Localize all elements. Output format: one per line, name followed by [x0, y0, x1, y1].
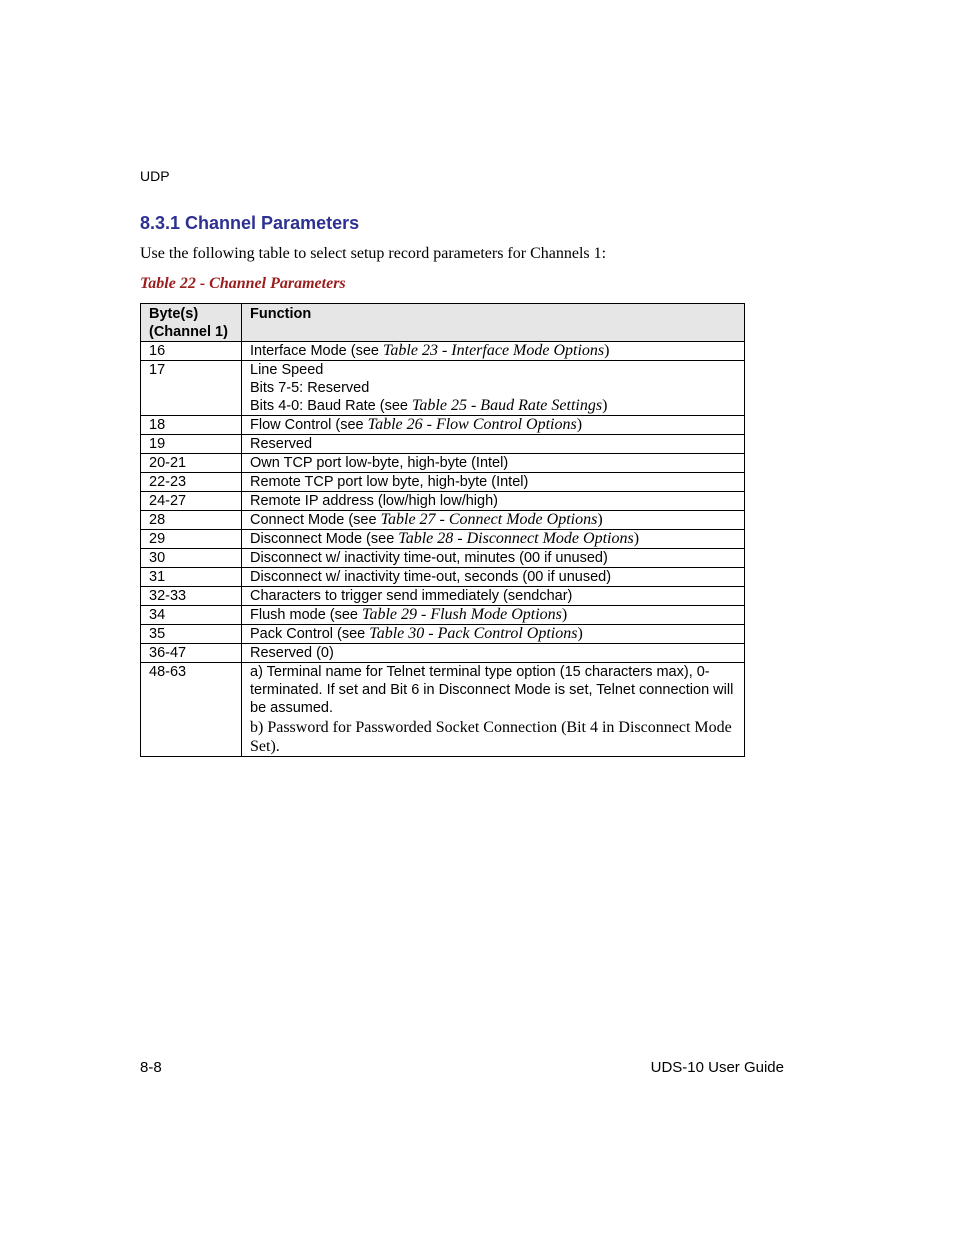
header-function: Function: [242, 304, 745, 342]
table-row: [141, 511, 745, 530]
bytes-cell: 19: [141, 435, 242, 454]
bytes-cell: 48-63: [141, 663, 242, 757]
function-cell: Reserved: [242, 435, 745, 454]
function-cell: Disconnect w/ inactivity time-out, seconds (00 if unused): [242, 568, 745, 587]
table-row: [141, 416, 745, 435]
bytes-cell: 16: [141, 342, 242, 361]
table-row: [141, 644, 745, 663]
bytes-cell: 28: [141, 511, 242, 530]
function-paragraph-a: a) Terminal name for Telnet terminal type option (15 characters max), 0-terminated. If set and Bit 6 in Disconnect Mode is set, Telnet connection will be assumed.: [250, 664, 734, 716]
table-row: [141, 568, 745, 587]
table-row: [141, 361, 745, 416]
function-line: Line Speed: [250, 362, 324, 378]
bytes-cell: 36-47: [141, 644, 242, 663]
section-heading: 8.3.1 Channel Parameters: [140, 213, 360, 233]
function-cell: [242, 663, 745, 757]
table-reference: Table 27 - Connect Mode Options: [380, 511, 598, 528]
table-row: [141, 606, 745, 625]
intro-paragraph: Use the following table to select setup record parameters for Channels 1:: [140, 245, 607, 262]
bytes-cell: 32-33: [141, 587, 242, 606]
running-header: UDP: [140, 168, 170, 184]
function-cell: [242, 625, 745, 644]
function-cell: Characters to trigger send immediately (sendchar): [242, 587, 745, 606]
function-paragraph-b: b) Password for Passworded Socket Connection (Bit 4 in Disconnect Mode Set).: [250, 719, 732, 755]
channel-parameters-table: [140, 303, 745, 757]
table-reference: Table 25 - Baud Rate Settings: [412, 397, 603, 414]
function-cell: Remote TCP port low byte, high-byte (Intel): [242, 473, 745, 492]
bytes-cell: 17: [141, 361, 242, 416]
function-cell: Remote IP address (low/high low/high): [242, 492, 745, 511]
function-line: Bits 7-5: Reserved: [250, 380, 370, 396]
table-row: [141, 587, 745, 606]
function-cell: [242, 511, 745, 530]
function-text: Flow Control (see: [250, 417, 368, 433]
bytes-cell: 31: [141, 568, 242, 587]
table-row: [141, 549, 745, 568]
function-cell: [242, 361, 745, 416]
function-text: Pack Control (see: [250, 626, 370, 642]
bytes-cell: 20-21: [141, 454, 242, 473]
table-reference: Table 28 - Disconnect Mode Options: [398, 530, 634, 547]
bytes-cell: 34: [141, 606, 242, 625]
bytes-cell: 30: [141, 549, 242, 568]
function-cell: [242, 342, 745, 361]
footer-title: UDS-10 User Guide: [650, 1059, 784, 1076]
table-row: [141, 530, 745, 549]
function-cell: Disconnect w/ inactivity time-out, minutes (00 if unused): [242, 549, 745, 568]
page-number: 8-8: [140, 1059, 162, 1076]
table-row: [141, 492, 745, 511]
function-text-end: ): [602, 397, 608, 414]
table-reference: Table 29 - Flush Mode Options: [362, 606, 562, 623]
function-text: Bits 4-0: Baud Rate (see: [250, 398, 412, 414]
table-reference: Table 30 - Pack Control Options: [369, 625, 578, 642]
function-text-end: ): [576, 416, 583, 433]
function-text-end: ): [561, 606, 568, 623]
function-cell: [242, 606, 745, 625]
function-text: Connect Mode (see: [250, 512, 381, 528]
bytes-cell: 24-27: [141, 492, 242, 511]
function-text-end: ): [597, 511, 603, 528]
header-bytes: [141, 304, 242, 342]
header-bytes-line2: (Channel 1): [149, 324, 228, 340]
function-text-end: ): [633, 530, 640, 547]
table-row: [141, 435, 745, 454]
function-text: Disconnect Mode (see: [250, 531, 399, 547]
bytes-cell: 35: [141, 625, 242, 644]
table-header-row: [141, 304, 745, 342]
table-row: [141, 663, 745, 757]
function-text: Interface Mode (see: [250, 343, 383, 359]
function-text-end: ): [604, 342, 610, 359]
table-row: [141, 473, 745, 492]
table-reference: Table 23 - Interface Mode Options: [383, 342, 605, 359]
function-line: [250, 397, 738, 415]
table-row: [141, 454, 745, 473]
function-cell: [242, 530, 745, 549]
bytes-cell: 18: [141, 416, 242, 435]
function-text: Flush mode (see: [250, 607, 363, 623]
bytes-cell: 29: [141, 530, 242, 549]
table-row: [141, 625, 745, 644]
bytes-cell: 22-23: [141, 473, 242, 492]
table-caption: Table 22 - Channel Parameters: [140, 275, 346, 292]
table-row: [141, 342, 745, 361]
header-bytes-line1: Byte(s): [149, 306, 199, 322]
table-reference: Table 26 - Flow Control Options: [367, 416, 577, 433]
function-text-end: ): [577, 625, 583, 642]
function-cell: Reserved (0): [242, 644, 745, 663]
function-cell: Own TCP port low-byte, high-byte (Intel): [242, 454, 745, 473]
function-cell: [242, 416, 745, 435]
